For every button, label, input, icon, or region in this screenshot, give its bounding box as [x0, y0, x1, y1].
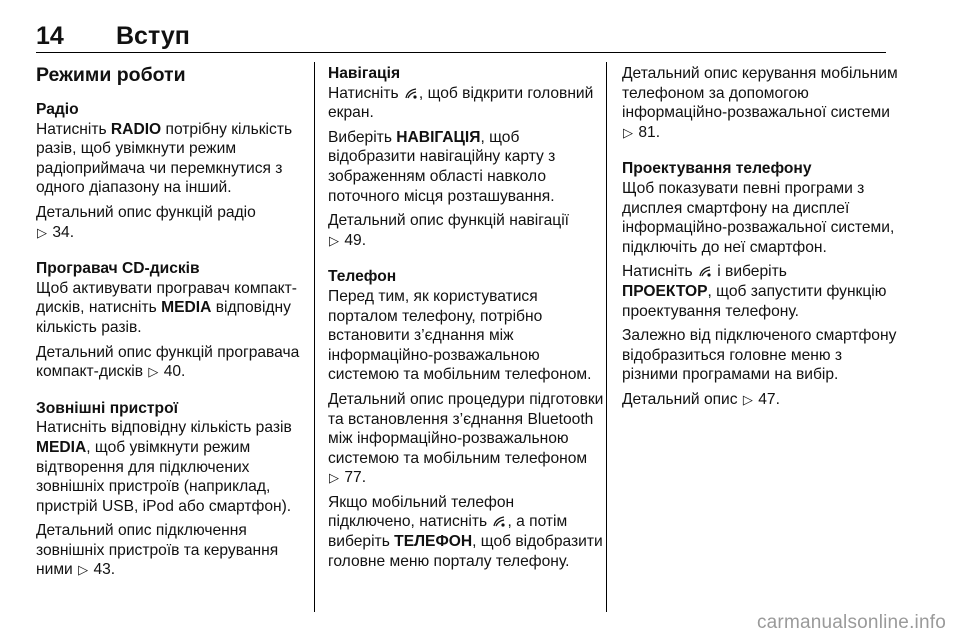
phone-control-paragraph: Детальний опис керування мобільним телефоном за допомогою інформаційно-розважальної системи ▷ 81.	[622, 65, 898, 141]
home-icon	[404, 86, 418, 100]
nav-paragraph-3: Детальний опис функцій навігації ▷ 49.	[328, 212, 570, 249]
navigation-key: НАВІГАЦІЯ	[396, 128, 481, 146]
column-1	[36, 100, 308, 585]
page-header	[36, 22, 886, 52]
radio-key: RADIO	[110, 120, 162, 138]
radio-paragraph-2: Детальний опис функцій радіо ▷ 34.	[36, 203, 256, 241]
media-key: MEDIA	[161, 299, 212, 317]
header-rule	[36, 52, 886, 53]
cd-paragraph-2: Детальний опис функцій програвача компакт-дисків ▷ 40.	[36, 343, 300, 381]
nav-paragraph-1: Натисніть , щоб відкрити головний екран.	[328, 84, 594, 122]
media-key: MEDIA	[36, 438, 87, 456]
column-divider-1	[314, 62, 315, 612]
page-reference: 49.	[344, 231, 367, 249]
page-reference: 77.	[344, 469, 367, 487]
ext-paragraph-2: Детальний опис підключення зовнішніх пристроїв та керування ними ▷ 43.	[36, 522, 279, 579]
heading-navigation: Навігація	[328, 65, 401, 82]
phone-key: ТЕЛЕФОН	[394, 533, 473, 551]
section-title: Режими роботи	[36, 64, 186, 86]
heading-radio: Радіо	[36, 101, 79, 118]
nav-paragraph-2: Виберіть НАВІГАЦІЯ, щоб відобразити навігаційну карту з зображенням області навколо поточного місця розташування.	[328, 128, 556, 205]
projection-paragraph-4: Детальний опис ▷ 47.	[622, 390, 780, 408]
phone-paragraph-2: Детальний опис процедури підготовки та встановлення з’єднання Bluetooth між інформаційно-розважальною системою та мобільним телефоном ▷ 77.	[328, 390, 604, 487]
home-icon	[698, 264, 712, 278]
phone-paragraph-1: Перед тим, як користуватися порталом телефону, потрібно встановити з’єднання між інформаційно-розважальною системою та мобільним телефоном.	[328, 287, 592, 384]
heading-phone-projection: Проектування телефону	[622, 160, 812, 178]
page-reference-arrow-icon: ▷	[148, 364, 159, 380]
ext-paragraph-1: Натисніть відповідну кількість разів MEDIA, щоб увімкнути режим відтворення для підключених зовнішніх пристроїв (наприклад, пристрій USB, iPod або смартфон).	[36, 419, 292, 515]
heading-external-devices: Зовнішні пристрої	[36, 399, 178, 417]
page-reference: 40.	[163, 363, 186, 381]
column-divider-2	[606, 62, 607, 612]
heading-cd-player: Програвач CD-дисків	[36, 260, 200, 278]
page-reference: 43.	[93, 561, 116, 579]
home-icon	[492, 514, 506, 528]
heading-phone: Телефон	[328, 268, 397, 286]
page-reference-arrow-icon: ▷	[37, 224, 47, 240]
projection-paragraph-2: Натисніть і виберіть ПРОЕКТОР, щоб запустити функцію проектування телефону.	[622, 263, 887, 320]
column-2	[328, 64, 604, 576]
page-reference-arrow-icon: ▷	[329, 470, 339, 486]
page-reference: 34.	[52, 223, 75, 241]
phone-paragraph-3: Якщо мобільний телефон підключено, натисніть , а потім виберіть ТЕЛЕФОН, щоб відобразити головне меню порталу телефону.	[328, 493, 603, 570]
cd-paragraph-1: Щоб активувати програвач компакт-дисків, натисніть MEDIA відповідну кількість разів.	[36, 279, 297, 336]
page-number: 14	[36, 22, 64, 50]
column-3	[622, 64, 898, 415]
page-reference: 47.	[758, 390, 780, 408]
projection-paragraph-3: Залежно від підключеного смартфону відобразиться головне меню з різними програмами на вибір.	[622, 327, 897, 384]
radio-paragraph-1: Натисніть RADIO потрібну кількість разів, щоб увімкнути режим радіоприймача чи перемкнутися з одного діапазону на інший.	[36, 120, 293, 197]
page-reference-arrow-icon: ▷	[623, 124, 633, 140]
projector-key: ПРОЕКТОР	[622, 282, 708, 300]
page-reference-arrow-icon: ▷	[742, 391, 753, 407]
watermark: carmanualsonline.info	[756, 612, 946, 633]
projection-paragraph-1: Щоб показувати певні програми з дисплея смартфону на дисплеї інформаційно-розважальної системи, підключіть до неї смартфон.	[622, 179, 895, 256]
page-reference-arrow-icon: ▷	[329, 232, 339, 248]
page-reference: 81.	[638, 123, 661, 141]
page-reference-arrow-icon: ▷	[78, 562, 89, 578]
chapter-title: Вступ	[116, 22, 190, 50]
